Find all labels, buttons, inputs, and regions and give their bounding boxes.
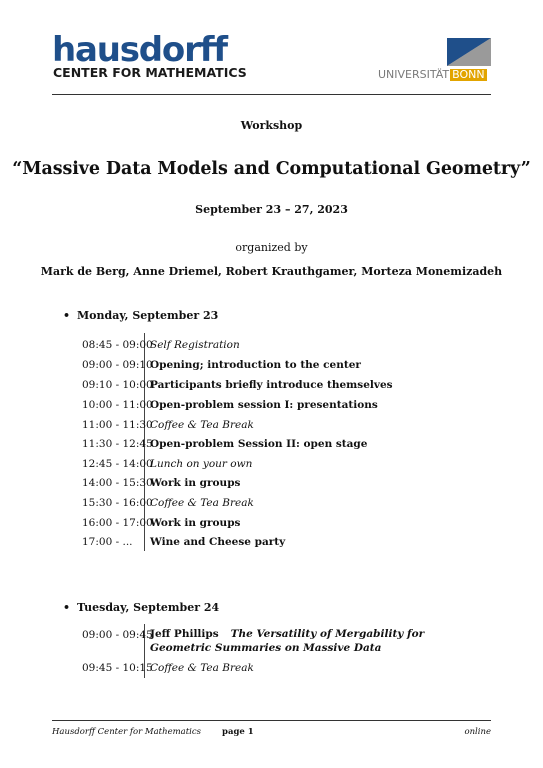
organized-by-label: organized by bbox=[235, 241, 308, 254]
time-slot: 08:45 - 09:00 bbox=[82, 339, 153, 351]
day-label: Monday, September 23 bbox=[77, 309, 219, 322]
time-slot: 17:00 - ... bbox=[82, 536, 133, 548]
header-divider bbox=[52, 94, 491, 95]
schedule-row-talk bbox=[0, 628, 543, 658]
activity: Work in groups bbox=[150, 477, 241, 489]
activity: Wine and Cheese party bbox=[150, 536, 286, 548]
talk-title: The Versatility of Mergability for Geometric Summaries on Massive Data bbox=[150, 628, 425, 654]
activity: Self Registration bbox=[150, 339, 240, 351]
time-slot: 14:00 - 15:30 bbox=[82, 477, 153, 489]
workshop-title: “Massive Data Models and Computational Geometry” bbox=[12, 159, 531, 179]
time-slot: 11:30 - 12:45 bbox=[82, 438, 153, 450]
activity: Coffee & Tea Break bbox=[150, 662, 254, 674]
university-label: UNIVERSITÄT bbox=[378, 68, 450, 81]
organizers-list: Mark de Berg, Anne Driemel, Robert Krauthgamer, Morteza Monemizadeh bbox=[40, 265, 503, 278]
time-slot: 12:45 - 14:00 bbox=[82, 458, 153, 470]
bullet: • bbox=[63, 601, 71, 614]
activity: Open-problem Session II: open stage bbox=[150, 438, 368, 450]
time-slot: 09:10 - 10:00 bbox=[82, 379, 153, 391]
university-bonn-wordmark bbox=[378, 69, 487, 81]
day-label: Tuesday, September 24 bbox=[77, 601, 220, 614]
footer-divider bbox=[52, 720, 491, 721]
day-heading-tuesday bbox=[63, 601, 219, 614]
time-slot: 09:45 - 10:15 bbox=[82, 662, 153, 674]
activity: Open-problem session I: presentations bbox=[150, 399, 378, 411]
day-heading-monday bbox=[63, 309, 218, 322]
time-slot: 10:00 - 11:00 bbox=[82, 399, 153, 411]
bullet: • bbox=[63, 309, 71, 322]
activity: Participants briefly introduce themselves bbox=[150, 379, 393, 391]
footer-page-number: page 1 bbox=[222, 727, 254, 737]
workshop-dates: September 23 – 27, 2023 bbox=[195, 203, 348, 216]
time-slot: 15:30 - 16:00 bbox=[82, 497, 153, 509]
university-bonn-logo-icon bbox=[447, 38, 491, 66]
workshop-label: Workshop bbox=[240, 119, 303, 132]
footer-organization: Hausdorff Center for Mathematics bbox=[52, 727, 201, 737]
hausdorff-logo-subtitle: CENTER FOR MATHEMATICS bbox=[53, 65, 247, 80]
bonn-label: BONN bbox=[452, 68, 485, 81]
activity: Work in groups bbox=[150, 517, 241, 529]
time-slot: 11:00 - 11:30 bbox=[82, 419, 153, 431]
activity: Lunch on your own bbox=[150, 458, 253, 470]
talk-entry bbox=[150, 628, 470, 655]
time-slot: 09:00 - 09:45 bbox=[82, 629, 153, 641]
footer-format: online bbox=[464, 727, 491, 737]
activity: Coffee & Tea Break bbox=[150, 497, 254, 509]
time-slot: 16:00 - 17:00 bbox=[82, 517, 153, 529]
time-slot: 09:00 - 09:10 bbox=[82, 359, 153, 371]
speaker-name: Jeff Phillips bbox=[150, 628, 219, 640]
activity: Coffee & Tea Break bbox=[150, 419, 254, 431]
activity: Opening; introduction to the center bbox=[150, 359, 361, 371]
hausdorff-logo: hausdorff bbox=[52, 30, 227, 70]
